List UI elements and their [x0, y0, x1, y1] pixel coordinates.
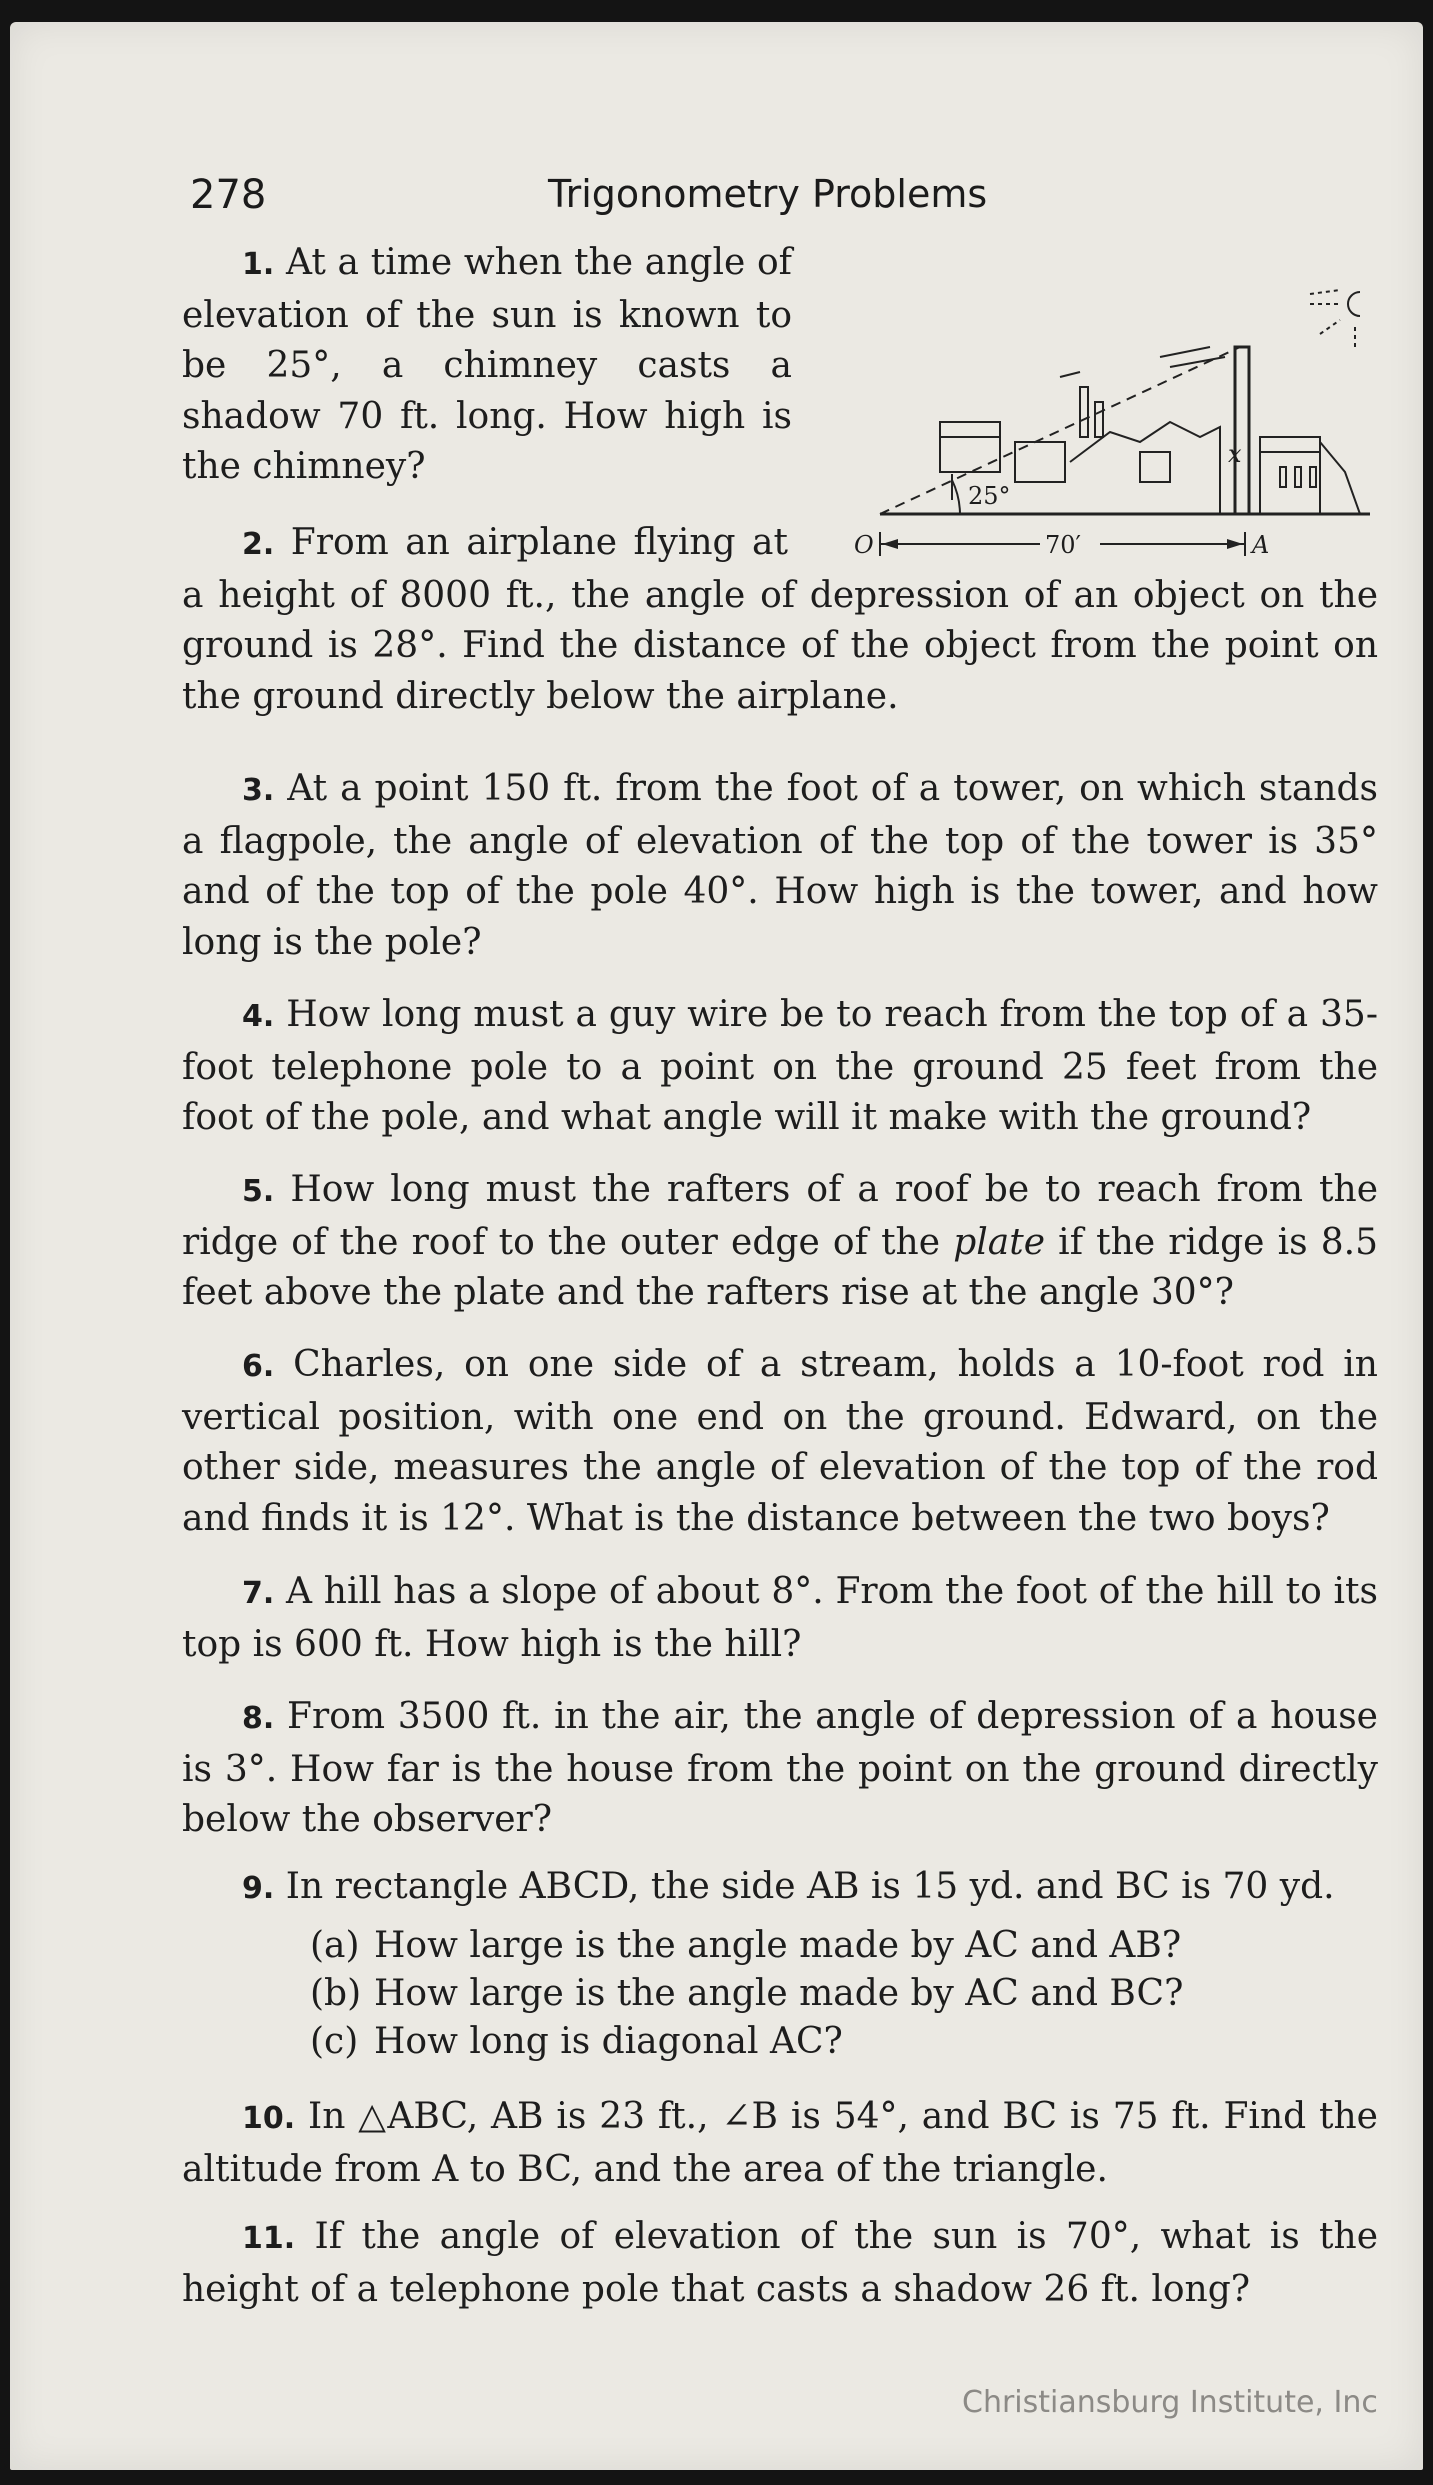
problem-text: If the angle of elevation of the sun is 70°, what is the height of a telephone pole that casts a shadow 26 ft. long? [182, 2216, 1378, 2310]
problem-5 [182, 1165, 1378, 1319]
problem-text: At a point 150 ft. from the foot of a tower, on which stands a flagpole, the angle of elevation of the top of the tower is 35° and of the top of the pole 40°. How high is the tower, and how long is the pole? [182, 768, 1378, 963]
problem-text-italic: plate [953, 1221, 1046, 1263]
problem-number: 11. [242, 2221, 296, 2256]
problem-number: 9. [242, 1871, 275, 1906]
point-a-label: A [1252, 531, 1270, 559]
part-label: (a) [310, 1925, 360, 1966]
problem-1 [182, 238, 792, 493]
problem-text: From 3500 ft. in the air, the angle of depression of a house is 3°. How far is the house from the point on the ground directly below the observer? [182, 1696, 1378, 1840]
problem-number: 4. [242, 999, 275, 1034]
problem-text: Charles, on one side of a stream, holds a 10-foot rod in vertical position, with one end on the ground. Edward, on the other side, measures the angle of elevation of the top of the rod and finds it is 12°. What is the distance between the two boys? [182, 1344, 1378, 1539]
problem-4 [182, 990, 1378, 1144]
book-page [10, 22, 1423, 2470]
problem-2 [182, 518, 1378, 722]
angle-arc [952, 480, 960, 514]
problem-number: 6. [242, 1349, 275, 1384]
page-number: 278 [190, 172, 267, 218]
problem-number: 10. [242, 2101, 296, 2136]
problem-7 [182, 1567, 1378, 1670]
problem-9 [182, 1862, 1378, 1915]
part-label: (c) [310, 2021, 359, 2062]
problem-6 [182, 1340, 1378, 1544]
problem-9c [310, 2018, 843, 2066]
angle-label: 25° [968, 482, 1011, 510]
sun-icon [1310, 290, 1360, 347]
problem-3 [182, 764, 1378, 968]
problem-text: From an airplane flying at a height of 8000 ft., the angle of depression of an object on the ground is 28°. Find the distance of the object from the point on the ground directly below the airplane. [182, 522, 1378, 717]
page-header: Trigonometry Problems [548, 172, 988, 216]
problem-text: In rectangle ABCD, the side AB is 15 yd. and BC is 70 yd. [285, 1866, 1335, 1907]
watermark: Christiansburg Institute, Inc [962, 2385, 1378, 2420]
problem-10 [182, 2092, 1378, 2195]
problem-text: if the ridge is 8.5 feet above the plate and the rafters rise at the angle 30°? [182, 1221, 1378, 1313]
problem-number: 5. [242, 1174, 275, 1209]
part-text: How large is the angle made by AC and BC? [374, 1973, 1184, 2014]
problem-11 [182, 2212, 1378, 2315]
smoke-lines [1060, 347, 1225, 377]
distance-label: 70′ [1045, 531, 1081, 559]
problem-9b [310, 1970, 1183, 2018]
problem-text: At a time when the angle of elevation of the sun is known to be 25°, a chimney casts a shadow 70 ft. long. How high is the chimney? [182, 242, 792, 487]
problem-number: 2. [242, 527, 275, 562]
problem-number: 8. [242, 1701, 275, 1736]
problem-number: 1. [242, 247, 275, 282]
problem-8 [182, 1692, 1378, 1846]
point-o-label: O [854, 531, 874, 559]
height-label: x [1228, 440, 1242, 468]
problem-text: How long must a guy wire be to reach from the top of a 35-foot telephone pole to a point on the ground 25 feet from the foot of the pole, and what angle will it make with the ground? [182, 994, 1378, 1138]
problem-text: A hill has a slope of about 8°. From the foot of the hill to its top is 600 ft. How high is the hill? [182, 1571, 1378, 1665]
part-text: How large is the angle made by AC and AB? [374, 1925, 1182, 1966]
problem-text: How long must the rafters of a roof be to reach from the ridge of the roof to the outer edge of the [182, 1169, 1378, 1263]
problem-number: 7. [242, 1576, 275, 1611]
problem-number: 3. [242, 773, 275, 808]
chimney [1235, 347, 1249, 514]
part-text: How long is diagonal AC? [374, 2021, 843, 2062]
part-label: (b) [310, 1973, 362, 2014]
problem-9a [310, 1922, 1181, 1970]
problem-text: In △ABC, AB is 23 ft., ∠B is 54°, and BC is 75 ft. Find the altitude from A to BC, and the area of the triangle. [182, 2096, 1378, 2190]
